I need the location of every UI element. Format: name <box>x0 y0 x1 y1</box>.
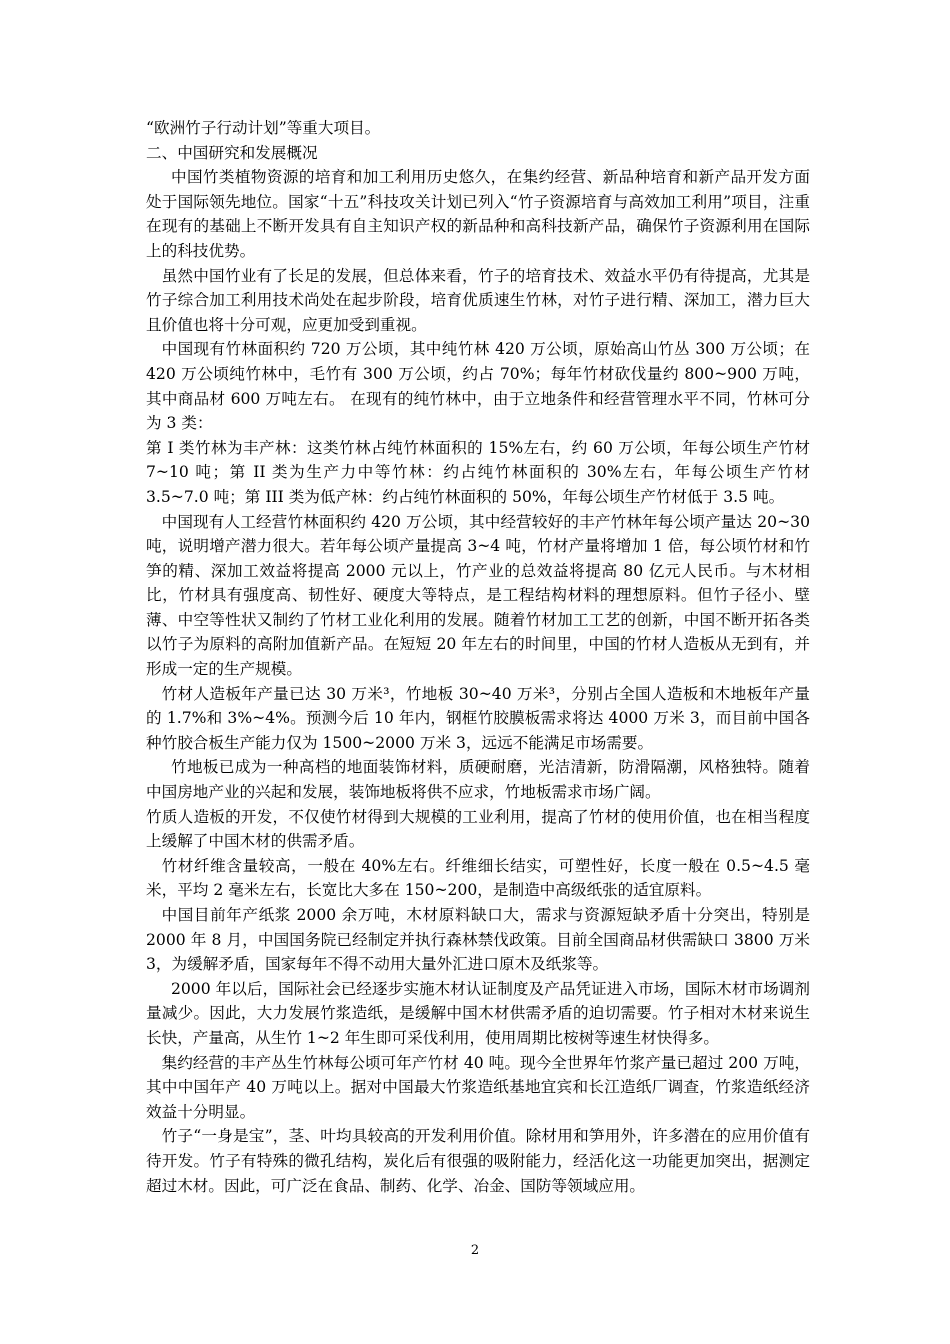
paragraph-continuation: “欧洲竹子行动计划”等重大项目。 <box>146 119 381 137</box>
paragraph: 中国现有竹林面积约 720 万公顷，其中纯竹林 420 万公顷，原始高山竹丛 300 万公顷；在 420 万公顷纯竹林中，毛竹有 300 万公顷，约占 70%；每年竹材砍伐量约 800~900 万吨，其中商品材 600 万吨左右。 在现有的纯竹林中，由于立地条件和经营管理水平不同，竹林可分为 3 类： <box>146 340 810 433</box>
paragraph: 虽然中国竹业有了长足的发展，但总体来看，竹子的培育技术、效益水平仍有待提高，尤其是竹子综合加工利用技术尚处在起步阶段，培育优质速生竹林，对竹子进行精、深加工，潜力巨大且价值也将十分可观，应更加受到重视。 <box>146 266 810 334</box>
section-heading: 二、中国研究和发展概况 <box>146 143 318 162</box>
paragraph: 竹质人造板的开发，不仅使竹材得到大规模的工业利用，提高了竹材的使用价值，也在相当程度上缓解了中国木材的供需矛盾。 <box>146 807 810 851</box>
paragraph: 集约经营的丰产丛生竹林每公顷可年产竹材 40 吨。现今全世界年竹浆产量已超过 200 万吨，其中中国年产 40 万吨以上。据对中国最大竹浆造纸基地宜宾和长江造纸厂调查，竹浆造纸经济效益十分明显。 <box>146 1053 810 1121</box>
paragraph: 中国目前年产纸浆 2000 余万吨，木材原料缺口大，需求与资源短缺矛盾十分突出，特别是 2000 年 8 月，中国国务院已经制定并执行森林禁伐政策。目前全国商品材供需缺口 3800 万米 3，为缓解矛盾，国家每年不得不动用大量外汇进口原木及纸浆等。 <box>146 906 810 974</box>
paragraph: 中国现有人工经营竹林面积约 420 万公顷，其中经营较好的丰产竹林年每公顷产量达 20~30 吨，说明增产潜力很大。若年每公顷产量提高 3~4 吨，竹材产量将增加 1 倍，每公顷竹材和竹笋的精、深加工效益将提高 2000 元以上，竹产业的总效益将提高 80 亿元人民币。与木材相比，竹材具有强度高、韧性好、硬度大等特点，是工程结构材料的理想原料。但竹子径小、壁薄、中空等性状又制约了竹材工业化利用的发展。随着竹材加工工艺的创新，中国不断开拓各类以竹子为原料的高附加值新产品。在短短 20 年左右的时间里，中国的竹材人造板从无到有，并形成一定的生产规模。 <box>146 512 810 679</box>
paragraph: 中国竹类植物资源的培育和加工利用历史悠久，在集约经营、新品种培育和新产品开发方面处于国际领先地位。国家“十五”科技攻关计划已列入“竹子资源培育与高效加工利用”项目，注重在现有的基础上不断开发具有自主知识产权的新品种和高科技新产品，确保竹子资源利用在国际上的科技优势。 <box>146 168 810 260</box>
paragraph: 第 I 类竹林为丰产林：这类竹林占纯竹林面积的 15%左右，约 60 万公顷，年每公顷生产竹材 7~10 吨；第 II 类为生产力中等竹林：约占纯竹林面积的 30%左右，年每公顷生产竹材 3.5~7.0 吨；第 III 类为低产林：约占纯竹林面积的 50%，年每公顷生产竹材低于 3.5 吨。 <box>146 438 810 506</box>
paragraph: 2000 年以后，国际社会已经逐步实施木材认证制度及产品凭证进入市场，国际木材市场调剂量减少。因此，大力发展竹浆造纸，是缓解中国木材供需矛盾的迫切需要。竹子相对木材来说生长快，产量高，从生竹 1~2 年生即可采伐利用，使用周期比桉树等速生材快得多。 <box>146 979 810 1047</box>
paragraph: 竹材人造板年产量已达 30 万米³，竹地板 30~40 万米³，分别占全国人造板和木地板年产量的 1.7%和 3%~4%。预测今后 10 年内，钢框竹胶膜板需求将达 4000 万米 3，而目前中国各种竹胶合板生产能力仅为 1500~2000 万米 3，远远不能满足市场需要。 <box>146 684 810 752</box>
document-body <box>146 116 810 1198</box>
paragraph: 竹地板已成为一种高档的地面装饰材料，质硬耐磨，光洁清新，防滑隔潮，风格独特。随着中国房地产业的兴起和发展，装饰地板将供不应求，竹地板需求市场广阔。 <box>146 758 810 802</box>
paragraph: 竹材纤维含量较高，一般在 40%左右。纤维细长结实，可塑性好，长度一般在 0.5~4.5 毫米，平均 2 毫米左右，长宽比大多在 150~200，是制造中高级纸张的适宜原料。 <box>146 856 810 900</box>
paragraph: 竹子“一身是宝”，茎、叶均具较高的开发利用价值。除材用和笋用外，许多潜在的应用价值有待开发。竹子有特殊的微孔结构，炭化后有很强的吸附能力，经活化这一功能更加突出，据测定超过木材。因此，可广泛在食品、制药、化学、冶金、国防等领域应用。 <box>146 1127 810 1195</box>
page-number: 2 <box>470 1243 480 1258</box>
